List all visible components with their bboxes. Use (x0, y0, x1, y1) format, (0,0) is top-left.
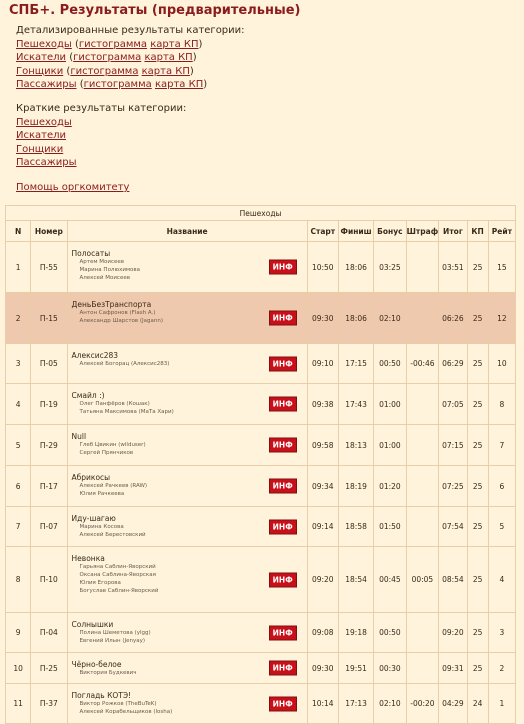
row-number: П-07 (31, 507, 67, 547)
results-table (5, 205, 516, 724)
info-button[interactable]: ИНФ (269, 311, 297, 326)
row-total: 07:15 (439, 425, 467, 466)
row-start: 10:14 (307, 684, 338, 724)
info-button[interactable]: ИНФ (269, 625, 297, 640)
kp-map-link[interactable]: карта КП (141, 65, 190, 77)
team-member: Алексей Богорац (Алексис283) (79, 361, 170, 367)
team-member: Марина Косова (79, 524, 124, 530)
row-finish: 17:43 (338, 384, 373, 425)
team-name: Иду-шагаю (71, 514, 116, 523)
kp-map-link[interactable]: карта КП (150, 38, 199, 50)
brief-results-section (16, 102, 186, 170)
col-bonus-header: Бонус (374, 221, 406, 242)
row-start: 09:30 (307, 653, 338, 684)
row-penalty: 00:05 (406, 547, 439, 613)
row-kp: 25 (467, 507, 488, 547)
row-number: П-10 (31, 547, 67, 613)
row-finish: 18:13 (338, 425, 373, 466)
row-start: 09:20 (307, 547, 338, 613)
row-kp: 25 (467, 653, 488, 684)
team-member: Антон Сафронов (Flash A.) (79, 310, 156, 316)
row-start: 09:10 (307, 344, 338, 384)
team-member: Полина Шеметова (ylgg) (79, 630, 151, 636)
brief-category-link[interactable]: Пассажиры (16, 157, 77, 168)
team-member: Алексей Моисеев (79, 275, 130, 281)
row-bonus: 03:25 (374, 242, 406, 293)
row-penalty (406, 425, 439, 466)
table-header-row (6, 221, 516, 242)
row-total: 04:29 (439, 684, 467, 724)
row-place: 5 (6, 425, 31, 466)
row-number: П-25 (31, 653, 67, 684)
team-name: Абрикосы (71, 473, 111, 482)
row-rating: 15 (488, 242, 515, 293)
row-rating: 6 (488, 466, 515, 507)
row-bonus: 01:00 (374, 384, 406, 425)
info-button[interactable]: ИНФ (269, 397, 297, 412)
row-number: П-55 (31, 242, 67, 293)
detailed-category-link[interactable]: Пассажиры (16, 79, 77, 90)
row-number: П-17 (31, 466, 67, 507)
row-total: 09:20 (439, 613, 467, 653)
row-rating: 7 (488, 425, 515, 466)
row-bonus: 00:30 (374, 653, 406, 684)
team-name: Погладь КОТЭ! (71, 691, 132, 700)
row-rating: 5 (488, 507, 515, 547)
histogram-link[interactable]: гистограмма (70, 65, 139, 77)
detailed-category-link[interactable]: Искатели (16, 52, 67, 63)
row-place: 1 (6, 242, 31, 293)
row-finish: 19:51 (338, 653, 373, 684)
team-member: Сергей Прянчиков (79, 450, 134, 456)
row-start: 10:50 (307, 242, 338, 293)
help-link[interactable]: Помощь оргкомитету (16, 182, 130, 193)
histogram-link[interactable]: гистограмма (73, 52, 142, 63)
row-bonus: 01:50 (374, 507, 406, 547)
row-bonus: 00:50 (374, 613, 406, 653)
team-member: Алексей Корабельщиков (losha) (79, 709, 173, 715)
detailed-row: Искатели (гистограмма карта КП) (16, 52, 197, 63)
row-total: 08:54 (439, 547, 467, 613)
row-rating: 12 (488, 293, 515, 344)
table-row (6, 293, 516, 344)
row-finish: 17:13 (338, 684, 373, 724)
info-button[interactable]: ИНФ (269, 479, 297, 494)
col-kp-header: КП (467, 221, 488, 242)
row-penalty (406, 293, 439, 344)
row-team-cell (67, 344, 307, 384)
row-rating: 10 (488, 344, 515, 384)
info-button[interactable]: ИНФ (269, 572, 297, 587)
col-finish-header: Финиш (338, 221, 373, 242)
row-kp: 25 (467, 425, 488, 466)
table-row (6, 613, 516, 653)
brief-category-link[interactable]: Гонщики (16, 143, 64, 155)
brief-category-link[interactable]: Пешеходы (16, 116, 72, 128)
row-kp: 25 (467, 466, 488, 507)
row-team-cell (67, 384, 307, 425)
col-rating-header: Рейт (488, 221, 515, 242)
info-button[interactable]: ИНФ (269, 661, 297, 676)
col-penalty-header: Штраф (406, 221, 439, 242)
row-place: 7 (6, 507, 31, 547)
detailed-row: Пассажиры (гистограмма карта КП) (16, 79, 208, 90)
team-name: Null (71, 432, 87, 441)
row-bonus: 00:50 (374, 344, 406, 384)
row-number: П-29 (31, 425, 67, 466)
table-row (6, 547, 516, 613)
row-rating: 1 (488, 684, 515, 724)
row-total: 07:54 (439, 507, 467, 547)
row-number: П-19 (31, 384, 67, 425)
team-member: Олег Панфёров (Кошак) (79, 401, 150, 407)
row-finish: 18:19 (338, 466, 373, 507)
row-total: 03:51 (439, 242, 467, 293)
info-button[interactable]: ИНФ (269, 356, 297, 371)
row-bonus: 02:10 (374, 293, 406, 344)
team-member: Оксана Саблина-Яворская (79, 572, 156, 578)
team-member: Юлия Рачкеева (79, 491, 125, 497)
table-row (6, 425, 516, 466)
row-place: 11 (6, 684, 31, 724)
team-member: Алексей Берестовский (79, 532, 146, 538)
row-kp: 25 (467, 344, 488, 384)
row-finish: 18:06 (338, 242, 373, 293)
row-rating: 3 (488, 613, 515, 653)
brief-row (16, 129, 186, 143)
row-kp: 25 (467, 384, 488, 425)
row-rating: 2 (488, 653, 515, 684)
brief-category-link[interactable]: Искатели (16, 130, 67, 141)
team-member: Александр Шарстов (Jagann) (79, 318, 163, 324)
info-button[interactable]: ИНФ (269, 438, 297, 453)
row-start: 09:34 (307, 466, 338, 507)
team-member: Виктор Рожков (TheBuTeK) (79, 701, 157, 707)
row-finish: 17:15 (338, 344, 373, 384)
row-team-cell (67, 684, 307, 724)
detailed-category-link[interactable]: Пешеходы (16, 38, 72, 50)
row-team-cell (67, 547, 307, 613)
detailed-heading: Детализированные результаты категории: (16, 25, 245, 36)
row-place: 9 (6, 613, 31, 653)
row-place: 10 (6, 653, 31, 684)
row-penalty: -00:46 (406, 344, 439, 384)
row-team-cell (67, 425, 307, 466)
brief-heading: Краткие результаты категории: (16, 103, 187, 114)
team-member: Артем Моисеев (79, 259, 124, 265)
row-kp: 24 (467, 684, 488, 724)
brief-row (16, 143, 186, 157)
row-total: 07:25 (439, 466, 467, 507)
table-row (6, 384, 516, 425)
info-button[interactable]: ИНФ (269, 260, 297, 275)
team-member: Татьяна Максимова (МаТа Хари) (79, 409, 174, 415)
row-finish: 18:58 (338, 507, 373, 547)
table-row (6, 344, 516, 384)
row-bonus: 02:10 (374, 684, 406, 724)
table-row (6, 507, 516, 547)
team-member: Марина Полюхимова (79, 267, 141, 273)
histogram-link[interactable]: гистограмма (83, 79, 152, 90)
col-name-header: Название (67, 221, 307, 242)
row-kp: 25 (467, 242, 488, 293)
row-place: 6 (6, 466, 31, 507)
row-finish: 18:54 (338, 547, 373, 613)
row-penalty: -00:20 (406, 684, 439, 724)
row-finish: 19:18 (338, 613, 373, 653)
detailed-category-link[interactable]: Гонщики (16, 65, 64, 77)
row-total: 07:05 (439, 384, 467, 425)
detailed-row: Гонщики (гистограмма карта КП) (16, 65, 194, 77)
team-name: Чёрно-белое (71, 660, 122, 669)
table-row (6, 653, 516, 684)
row-start: 09:38 (307, 384, 338, 425)
team-member: Евгений Илын (Jenyay) (79, 638, 145, 644)
row-team-cell (67, 293, 307, 344)
row-number: П-04 (31, 613, 67, 653)
team-member: Глеб Цвикин (wilduser) (79, 442, 146, 448)
brief-row (16, 156, 186, 170)
row-kp: 25 (467, 613, 488, 653)
row-place: 8 (6, 547, 31, 613)
row-number: П-37 (31, 684, 67, 724)
team-name: Полосаты (71, 249, 111, 258)
team-member: Виктория Будкевич (79, 670, 137, 676)
col-n-header: N (6, 221, 31, 242)
row-rating: 8 (488, 384, 515, 425)
row-penalty (406, 613, 439, 653)
row-start: 09:08 (307, 613, 338, 653)
row-bonus: 00:45 (374, 547, 406, 613)
row-place: 4 (6, 384, 31, 425)
table-caption: Пешеходы (6, 206, 516, 221)
table-row (6, 242, 516, 293)
row-team-cell (67, 653, 307, 684)
col-number-header: Номер (31, 221, 67, 242)
row-team-cell (67, 507, 307, 547)
row-kp: 25 (467, 293, 488, 344)
row-total: 06:26 (439, 293, 467, 344)
row-team-cell (67, 242, 307, 293)
histogram-link[interactable]: гистограмма (78, 38, 148, 50)
row-total: 06:29 (439, 344, 467, 384)
row-number: П-15 (31, 293, 67, 344)
row-start: 09:14 (307, 507, 338, 547)
row-finish: 18:06 (338, 293, 373, 344)
team-name: Невонка (71, 554, 105, 563)
row-place: 3 (6, 344, 31, 384)
row-place: 2 (6, 293, 31, 344)
row-total: 09:31 (439, 653, 467, 684)
row-bonus: 01:20 (374, 466, 406, 507)
page-title: СПБ+. Результаты (предварительные) (9, 3, 301, 18)
team-member: Богуслав Саблин-Яворский (79, 588, 159, 594)
row-penalty (406, 466, 439, 507)
team-name: ДеньБезТранспорта (71, 300, 152, 309)
row-penalty (406, 384, 439, 425)
team-member: Юлия Егорова (79, 580, 121, 586)
col-total-header: Итог (439, 221, 467, 242)
info-button[interactable]: ИНФ (269, 519, 297, 534)
row-kp: 25 (467, 547, 488, 613)
row-bonus: 01:00 (374, 425, 406, 466)
detailed-results-section (16, 24, 245, 92)
team-name: Алексис283 (71, 351, 119, 360)
row-start: 09:58 (307, 425, 338, 466)
row-team-cell (67, 466, 307, 507)
team-name: Смайл :) (71, 391, 105, 400)
table-row (6, 466, 516, 507)
detailed-row: Пешеходы (гистограмма карта КП) (16, 38, 203, 50)
row-rating: 4 (488, 547, 515, 613)
team-name: Солнышки (71, 620, 114, 629)
team-member: Гарьяна Саблин-Яворский (79, 564, 156, 570)
help-section (16, 181, 129, 195)
col-start-header: Старт (307, 221, 338, 242)
kp-map-link[interactable]: карта КП (144, 52, 193, 63)
row-penalty (406, 653, 439, 684)
row-penalty (406, 242, 439, 293)
table-row (6, 684, 516, 724)
info-button[interactable]: ИНФ (269, 696, 297, 711)
row-number: П-05 (31, 344, 67, 384)
brief-row (16, 116, 186, 130)
team-member: Алексей Рачкеев (RAW) (79, 483, 148, 489)
kp-map-link[interactable]: карта КП (154, 79, 204, 90)
row-penalty (406, 507, 439, 547)
row-team-cell (67, 613, 307, 653)
row-start: 09:30 (307, 293, 338, 344)
